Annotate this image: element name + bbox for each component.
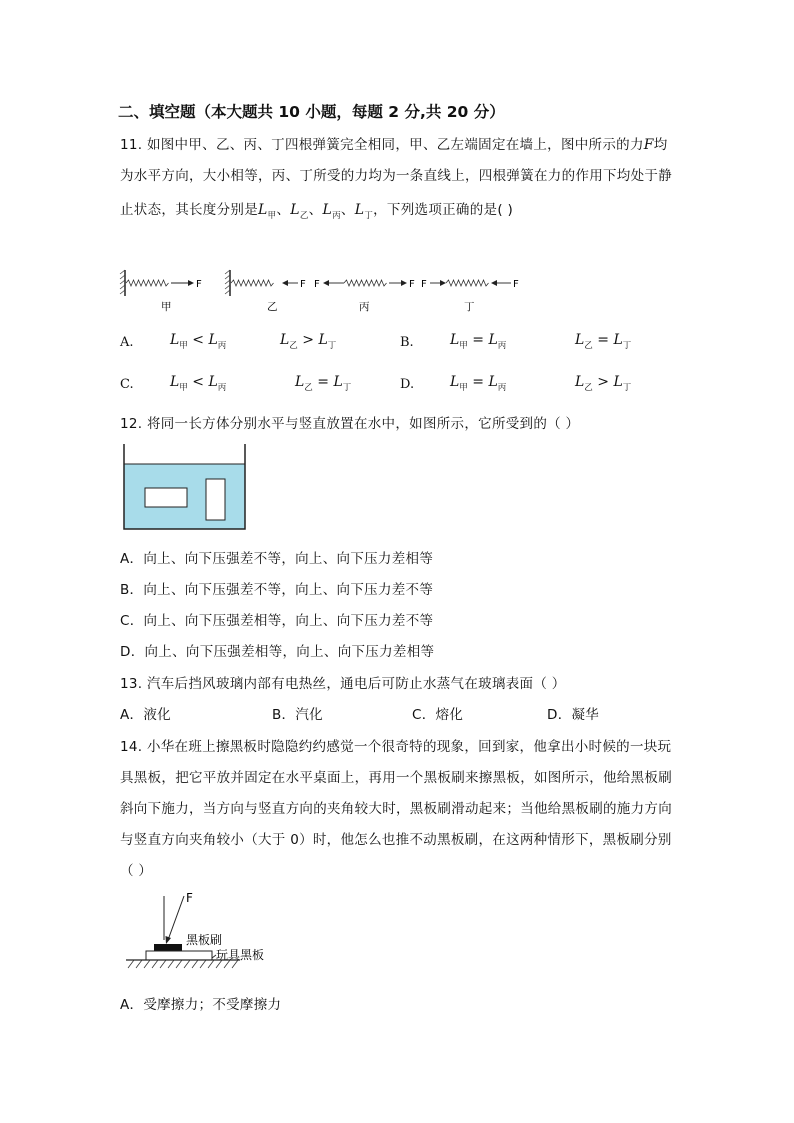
q11-option-c-rel1: $L_甲 < L_丙$ [170, 374, 227, 393]
q14-line4: 与竖直方向夹角较小（大于 0）时，他怎么也推不动黑板刷，在这两种情形下，黑板刷分别 [120, 832, 672, 848]
q13-option-d: D．凝华 [547, 707, 600, 723]
q11-option-a-letter: A. [120, 335, 134, 350]
spring-name-ding: 丁 [464, 301, 475, 313]
spring-ding-F-right: F [513, 279, 519, 290]
q14-line1: 14. 小华在班上擦黑板时隐隐约约感觉一个很奇特的现象，回到家，他拿出小时候的一块玩 [120, 739, 672, 755]
spring-yi-F: F [300, 279, 306, 290]
q11-option-a-rel2: $L_乙 > L_丁$ [280, 332, 337, 351]
q11-L-bing: $L_丙$ [322, 202, 341, 221]
q11-line1-end: 均 [653, 137, 668, 153]
q11-option-c-letter: C. [120, 377, 134, 392]
q13-option-b: B．汽化 [272, 707, 323, 723]
spring-jia-F: F [196, 279, 202, 290]
force-label-F: F [186, 891, 193, 905]
spring-yi [225, 270, 298, 296]
force-arrowhead [166, 936, 172, 944]
toy-blackboard [146, 951, 212, 960]
q12-option-c: C．向上、向下压强差相等，向上、向下压力差不等 [120, 613, 434, 629]
q11-option-d-letter: D. [400, 377, 415, 392]
spring-bing [323, 280, 407, 286]
spring-name-yi: 乙 [267, 301, 278, 313]
q11-line3 [120, 198, 513, 221]
section-title: 二、填空题（本大题共 10 小题，每题 2 分,共 20 分） [118, 103, 505, 121]
q11-force-symbol: F [643, 137, 654, 153]
q11-option-d-rel1: $L_甲 = L_丙$ [450, 374, 507, 393]
q13-stem: 13. 汽车后挡风玻璃内部有电热丝，通电后可防止水蒸气在玻璃表面（ ） [120, 676, 566, 692]
q11-line3-end: ，下列选项正确的是( ) [373, 202, 514, 218]
board-label: 玩具黑板 [216, 948, 265, 962]
q14-line2: 具黑板，把它平放并固定在水平桌面上，再用一个黑板刷来擦黑板，如图所示，他给黑板刷 [120, 770, 672, 786]
q14-line5: （ ） [120, 863, 153, 879]
force-arrow [168, 896, 184, 940]
q11-option-d-rel2: $L_乙 > L_丁$ [575, 374, 632, 393]
q14-option-a: A．受摩擦力；不受摩擦力 [120, 997, 282, 1013]
q11-line2: 为水平方向，大小相等，丙、丁所受的力均为一条直线上，四根弹簧在力的作用下均处于静 [120, 168, 672, 184]
spring-name-jia: 甲 [161, 301, 172, 313]
q12-stem: 12. 将同一长方体分别水平与竖直放置在水中，如图所示，它所受到的（ ） [120, 416, 580, 432]
spring-jia [120, 270, 194, 296]
spring-ding [430, 280, 511, 286]
q11-option-c-rel2: $L_乙 = L_丁$ [295, 374, 352, 393]
q14-blackboard-diagram [120, 888, 280, 974]
q11-L-jia: $L_甲$ [258, 202, 277, 221]
q13-option-a: A．液化 [120, 707, 171, 723]
q12-option-b: B．向上、向下压强差不等，向上、向下压力差不等 [120, 582, 434, 598]
spring-name-bing: 丙 [359, 301, 370, 313]
spring-bing-F-left: F [314, 279, 320, 290]
q12-water-tank-diagram [118, 442, 252, 532]
q11-option-b-rel2: $L_乙 = L_丁$ [575, 332, 632, 351]
table-hatching [128, 960, 238, 968]
q11-sep-2: 、 [308, 202, 323, 218]
vertical-block [206, 479, 225, 520]
q11-spring-diagram [118, 262, 538, 317]
q11-line1 [120, 133, 668, 153]
q13-option-c: C．熔化 [412, 707, 464, 723]
brush-label: 黑板刷 [186, 933, 223, 947]
blackboard-brush [154, 944, 182, 951]
q11-line1-text: 11. 如图中甲、乙、丙、丁四根弹簧完全相同，甲、乙左端固定在墙上，图中所示的力 [120, 137, 644, 153]
q11-option-b-rel1: $L_甲 = L_丙$ [450, 332, 507, 351]
q12-option-d: D．向上、向下压强差相等，向上、向下压力差相等 [120, 644, 435, 660]
q11-line3-start: 止状态，其长度分别是 [120, 202, 258, 218]
q11-L-ding: $L_丁$ [354, 202, 374, 221]
q12-option-a: A．向上、向下压强差不等，向上、向下压力差相等 [120, 551, 434, 567]
spring-ding-F-left: F [421, 279, 427, 290]
q14-line3: 斜向下施力，当方向与竖直方向的夹角较大时，黑板刷滑动起来；当他给黑板刷的施力方向 [120, 801, 672, 817]
horizontal-block [145, 488, 187, 507]
q11-sep-1: 、 [276, 202, 291, 218]
spring-bing-F-right: F [409, 279, 415, 290]
q11-option-b-letter: B. [400, 335, 414, 350]
q11-sep-3: 、 [340, 202, 355, 218]
q11-L-yi: $L_乙$ [290, 202, 309, 221]
q11-option-a-rel1: $L_甲 < L_丙$ [170, 332, 227, 351]
